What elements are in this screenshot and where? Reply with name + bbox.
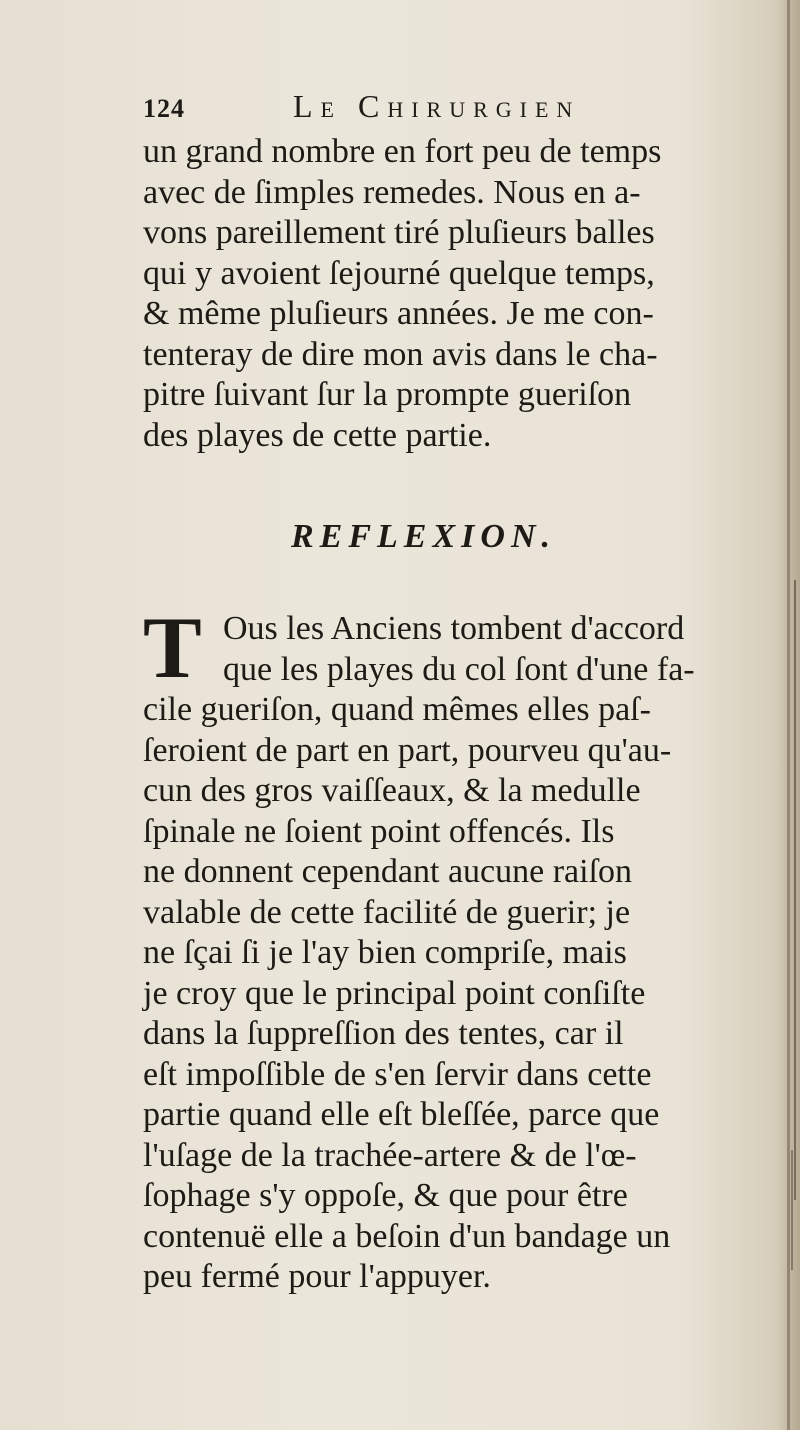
page-fold-line [794,580,796,1200]
text-line: avec de ſimples remedes. Nous en a- [143,173,641,211]
text-line: pitre ſuivant ſur la prompte gueriſon [143,376,632,413]
text-line: ſophage s'y oppoſe, & que pour être [143,1177,628,1214]
text-line: qui y avoient ſejourné quelque temps, [143,254,655,292]
running-title: Le Chirurgien [293,88,581,124]
drop-cap: T [143,600,202,697]
page-text-block [143,88,773,1298]
text-line: cile gueriſon, quand mêmes elles paſ- [143,691,651,728]
adjacent-page-edge [787,0,790,1430]
text-line: eſt impoſſible de s'en ſervir dans cette [143,1055,652,1093]
page-fold-line-lower [791,1150,793,1270]
running-header [143,88,773,132]
text-line: & même pluſieurs années. Je me con- [143,295,654,332]
text-line: partie quand elle eſt bleſſée, parce que [143,1096,660,1133]
text-line: ſpinale ne ſoient point offencés. Ils [143,812,615,850]
text-line: l'uſage de la trachée-artere & de l'œ- [143,1136,637,1174]
text-line: ne ſçai ſi je l'ay bien compriſe, mais [143,934,627,971]
text-line: peu fermé pour l'appuyer. [143,1258,491,1295]
text-line: des playes de cette partie. [143,416,492,454]
text-line: ne donnent cependant aucune raiſon [143,853,633,890]
section-heading: REFLEXION. [291,518,556,555]
text-line: que les playes du col ſont d'une fa- [223,650,695,688]
text-line: cun des gros vaiſſeaux, & la medulle [143,772,641,809]
text-line: tenteray de dire mon avis dans le cha- [143,335,658,373]
page-number: 124 [143,94,185,123]
text-line: Ous les Anciens tombent d'accord [223,610,685,647]
text-line: contenuë elle a beſoin d'un bandage un [143,1217,671,1255]
text-line: je croy que le principal point conſiſte [143,974,646,1012]
text-line: valable de cette facilité de guerir; je [143,893,631,931]
text-line: dans la ſuppreſſion des tentes, car il [143,1015,624,1052]
text-line: ſeroient de part en part, pourveu qu'au- [143,731,672,769]
paragraph-2 [143,600,773,1298]
text-line: un grand nombre en fort peu de temps [143,133,662,170]
text-line: vons pareillement tiré pluſieurs balles [143,214,655,251]
paragraph-1 [143,132,773,456]
